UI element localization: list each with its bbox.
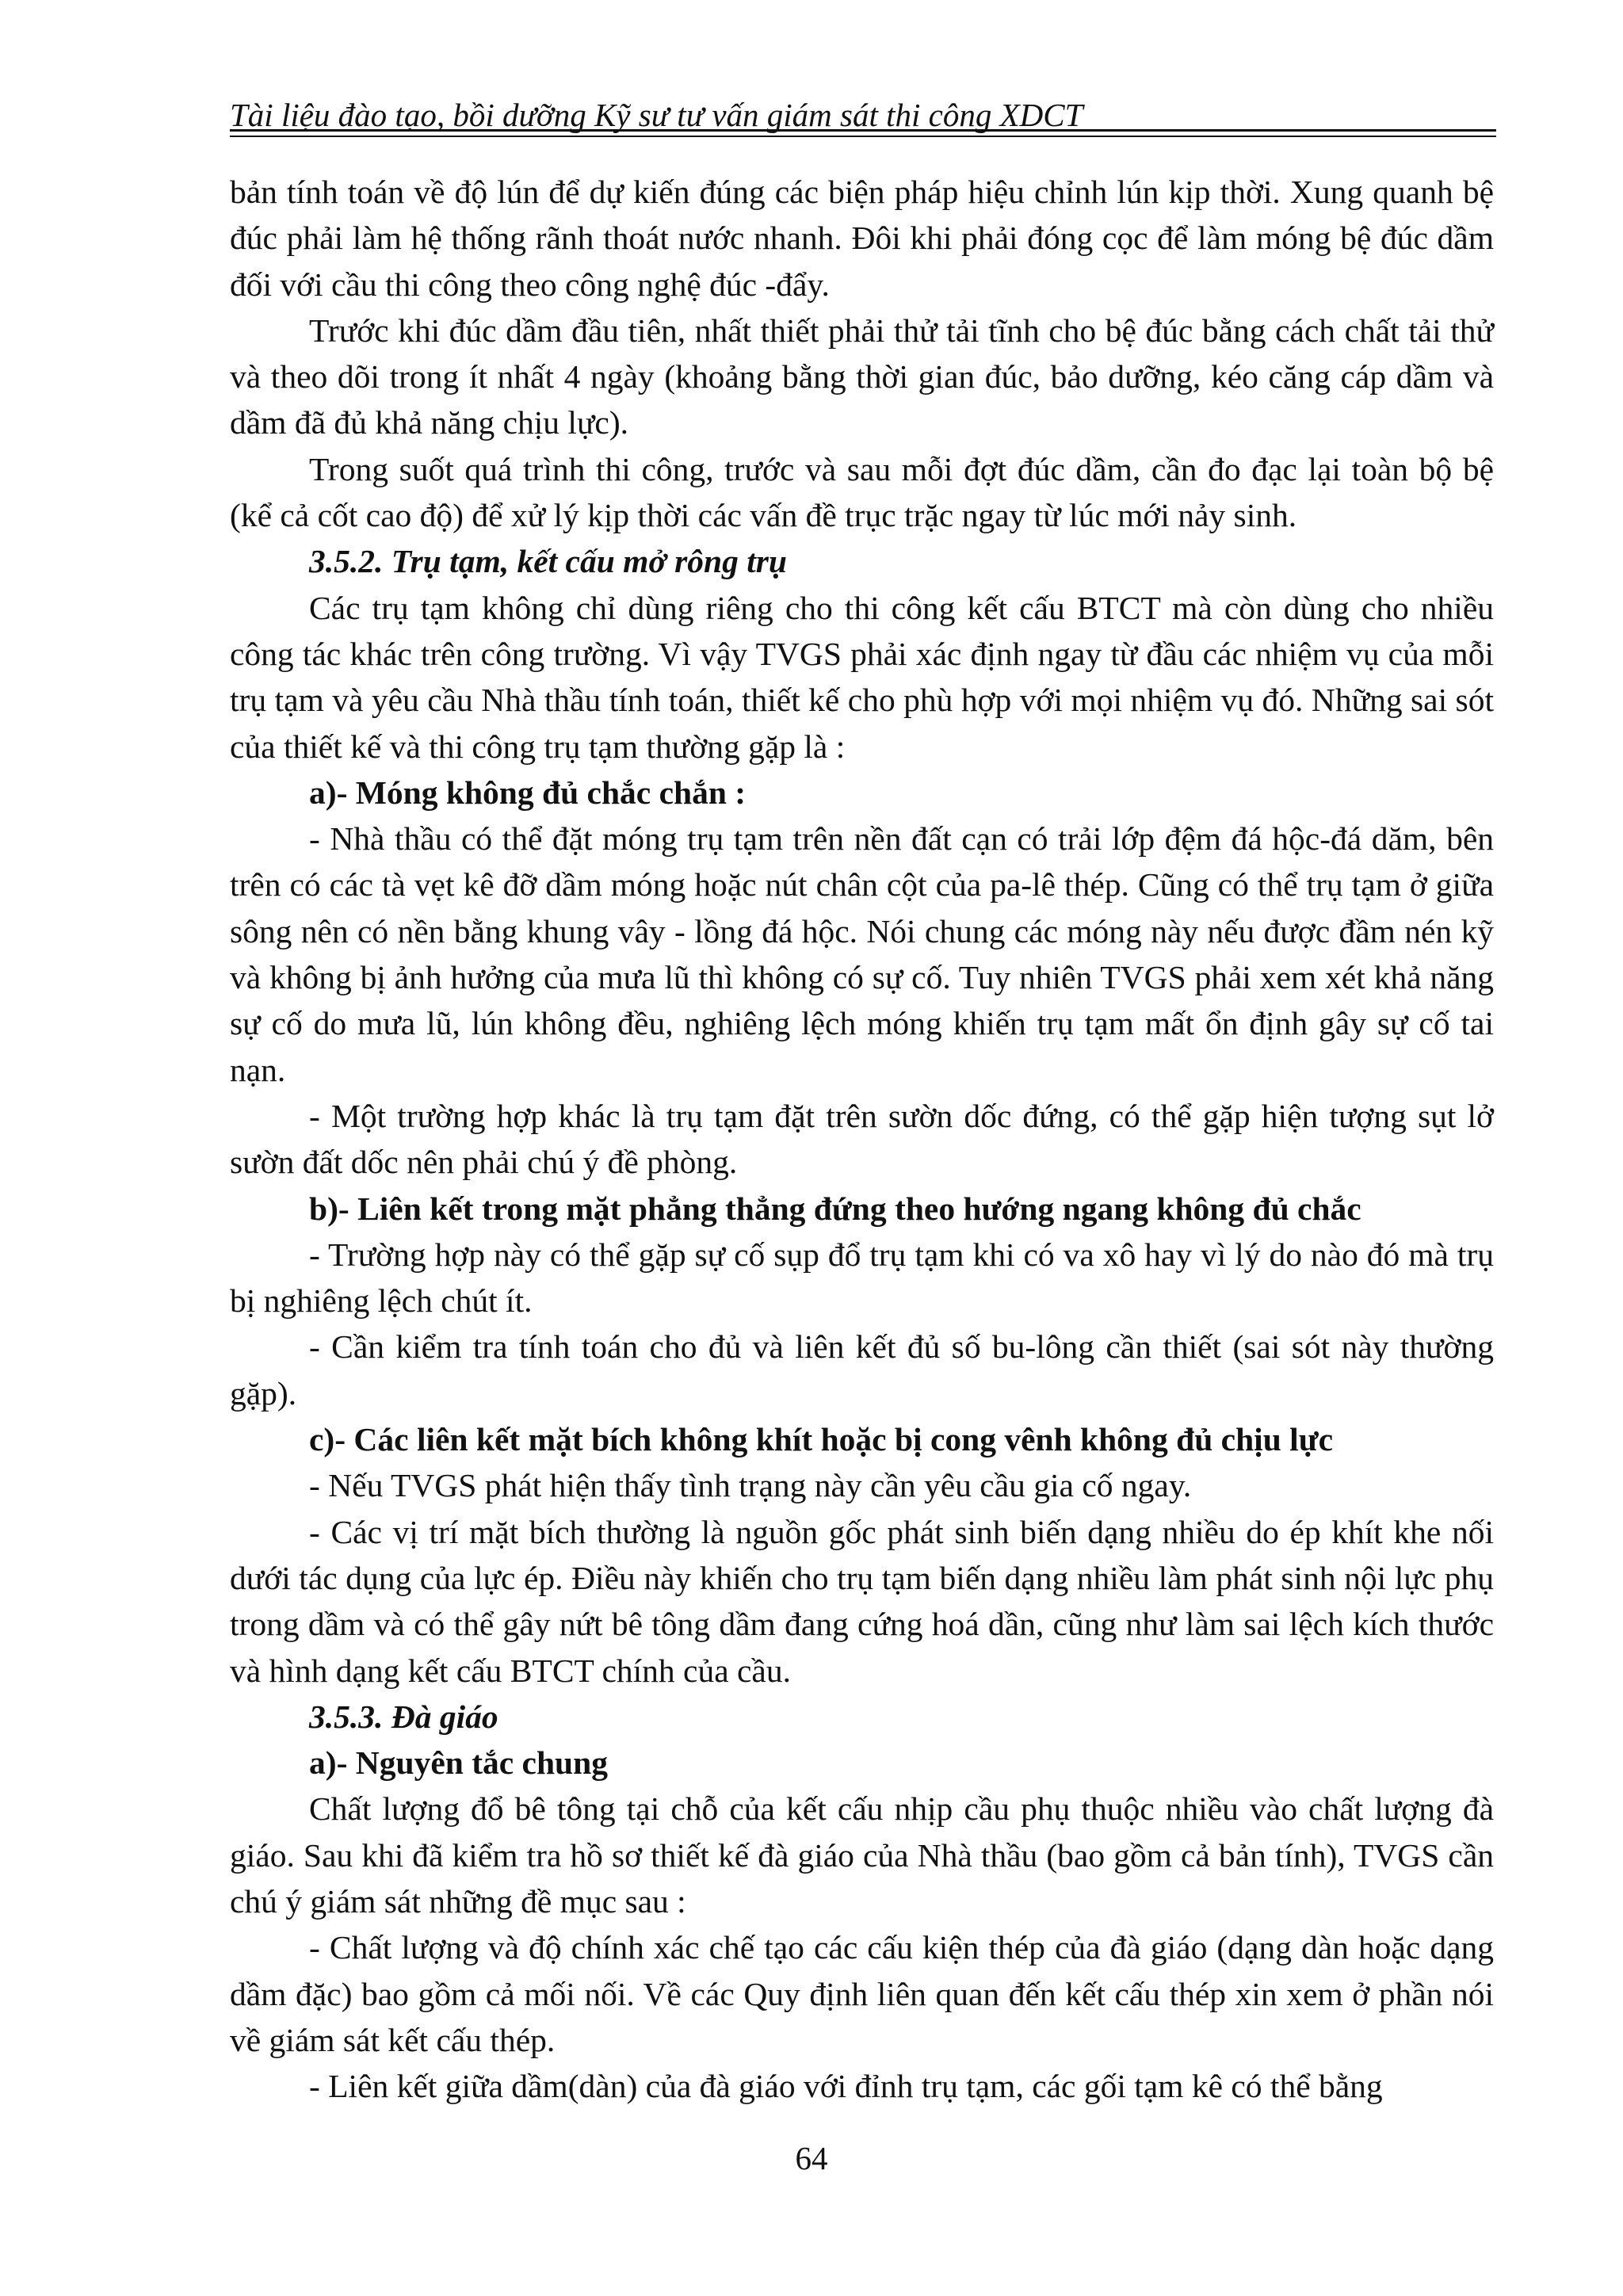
paragraph-continuation: bản tính toán về độ lún để dự kiến đúng các biện pháp hiệu chỉnh lún kịp thời. Xung quanh bệ đúc phải làm hệ thống rãnh thoát nước nhanh. Đôi khi phải đóng cọc để làm móng bệ đúc dầm đối với cầu thi công theo công nghệ đúc -đẩy. <box>230 174 1494 303</box>
subheading-a-foundation: a)- Móng không đủ chắc chắn : <box>309 774 747 811</box>
paragraph-survey: Trong suốt quá trình thi công, trước và sau mỗi đợt đúc dầm, cần đo đạc lại toàn bộ bệ (kể cả cốt cao độ) để xử lý kịp thời các vấn đề trục trặc ngay từ lúc mới nảy sinh. <box>230 450 1494 534</box>
subheading-b-bracing: b)- Liên kết trong mặt phẳng thẳng đứng theo hướng ngang không đủ chắc <box>309 1190 1361 1227</box>
header-rule-thick <box>230 129 1496 132</box>
paragraph-flange-deformation: - Các vị trí mặt bích thường là nguồn gốc phát sinh biến dạng nhiều do ép khít khe nối dưới tác dụng của lực ép. Điều này khiến cho trụ tạm biến dạng nhiều làm phát sinh nội lực phụ trong dầm và có thể gây nứt bê tông dầm đang cứng hoá dần, cũng như làm sai lệch kích thước và hình dạng kết cấu BTCT chính của cầu. <box>230 1513 1494 1689</box>
subheading-c-flange: c)- Các liên kết mặt bích không khít hoặc bị cong vênh không đủ chịu lực <box>309 1421 1334 1458</box>
page-number: 64 <box>795 2140 828 2176</box>
paragraph-collapse-risk: - Trường hợp này có thể gặp sự cố sụp đổ trụ tạm khi có va xô hay vì lý do nào đó mà trụ bị nghiêng lệch chút ít. <box>230 1236 1494 1320</box>
subheading-a-principles: a)- Nguyên tắc chung <box>309 1744 608 1782</box>
section-heading-3-5-2: 3.5.2. Trụ tạm, kết cấu mở rông trụ <box>309 543 787 580</box>
paragraph-reinforce: - Nếu TVGS phát hiện thấy tình trạng này cần yêu cầu gia cố ngay. <box>309 1467 1192 1504</box>
section-heading-3-5-3: 3.5.3. Đà giáo <box>309 1698 498 1735</box>
paragraph-beam-connection: - Liên kết giữa dầm(dàn) của đà giáo với đỉnh trụ tạm, các gối tạm kê có thể bằng <box>309 2068 1383 2105</box>
paragraph-temporary-piers: Các trụ tạm không chỉ dùng riêng cho thi công kết cấu BTCT mà còn dùng cho nhiều công tác khác trên công trường. Vì vậy TVGS phải xác định ngay từ đầu các nhiệm vụ của mỗi trụ tạm và yêu cầu Nhà thầu tính toán, thiết kế cho phù hợp với mọi nhiệm vụ đó. Những sai sót của thiết kế và thi công trụ tạm thường gặp là : <box>230 589 1494 765</box>
running-header: Tài liệu đào tạo, bồi dưỡng Kỹ sư tư vấn giám sát thi công XDCT <box>230 97 1083 133</box>
paragraph-steep-slope: - Một trường hợp khác là trụ tạm đặt trên sườn dốc đứng, có thể gặp hiện tượng sụt lở sườn đất dốc nên phải chú ý đề phòng. <box>230 1097 1494 1181</box>
paragraph-load-test: Trước khi đúc dầm đầu tiên, nhất thiết phải thử tải tĩnh cho bệ đúc bằng cách chất tải thử và theo dõi trong ít nhất 4 ngày (khoảng bằng thời gian đúc, bảo dưỡng, kéo căng cáp dầm và dầm đã đủ khả năng chịu lực). <box>230 311 1494 441</box>
paragraph-steel-members: - Chất lượng và độ chính xác chế tạo các cấu kiện thép của đà giáo (dạng dàn hoặc dạng dầm đặc) bao gồm cả mối nối. Về các Quy định liên quan đến kết cấu thép xin xem ở phần nói về giám sát kết cấu thép. <box>230 1929 1494 2058</box>
paragraph-foundation-detail: - Nhà thầu có thể đặt móng trụ tạm trên nền đất cạn có trải lớp đệm đá hộc-đá dăm, bên trên có các tà vẹt kê đỡ dầm móng hoặc nút chân cột của pa-lê thép. Cũng có thể trụ tạm ở giữa sông nên có nền bằng khung vây - lồng đá hộc. Nói chung các móng này nếu được đầm nén kỹ và không bị ảnh hưởng của mưa lũ thì không có sự cố. Tuy nhiên TVGS phải xem xét khả năng sự cố do mưa lũ, lún không đều, nghiêng lệch móng khiến trụ tạm mất ổn định gây sự cố tai nạn. <box>230 820 1494 1088</box>
paragraph-scaffold-quality: Chất lượng đổ bê tông tại chỗ của kết cấu nhịp cầu phụ thuộc nhiều vào chất lượng đà giáo. Sau khi đã kiểm tra hồ sơ thiết kế đà giáo của Nhà thầu (bao gồm cả bản tính), TVGS cần chú ý giám sát những đề mục sau : <box>230 1790 1494 1920</box>
page-body <box>230 169 1494 2109</box>
paragraph-bolt-check: - Cần kiểm tra tính toán cho đủ và liên kết đủ số bu-lông cần thiết (sai sót này thường gặp). <box>230 1328 1494 1412</box>
header-rule-thin <box>230 136 1496 137</box>
